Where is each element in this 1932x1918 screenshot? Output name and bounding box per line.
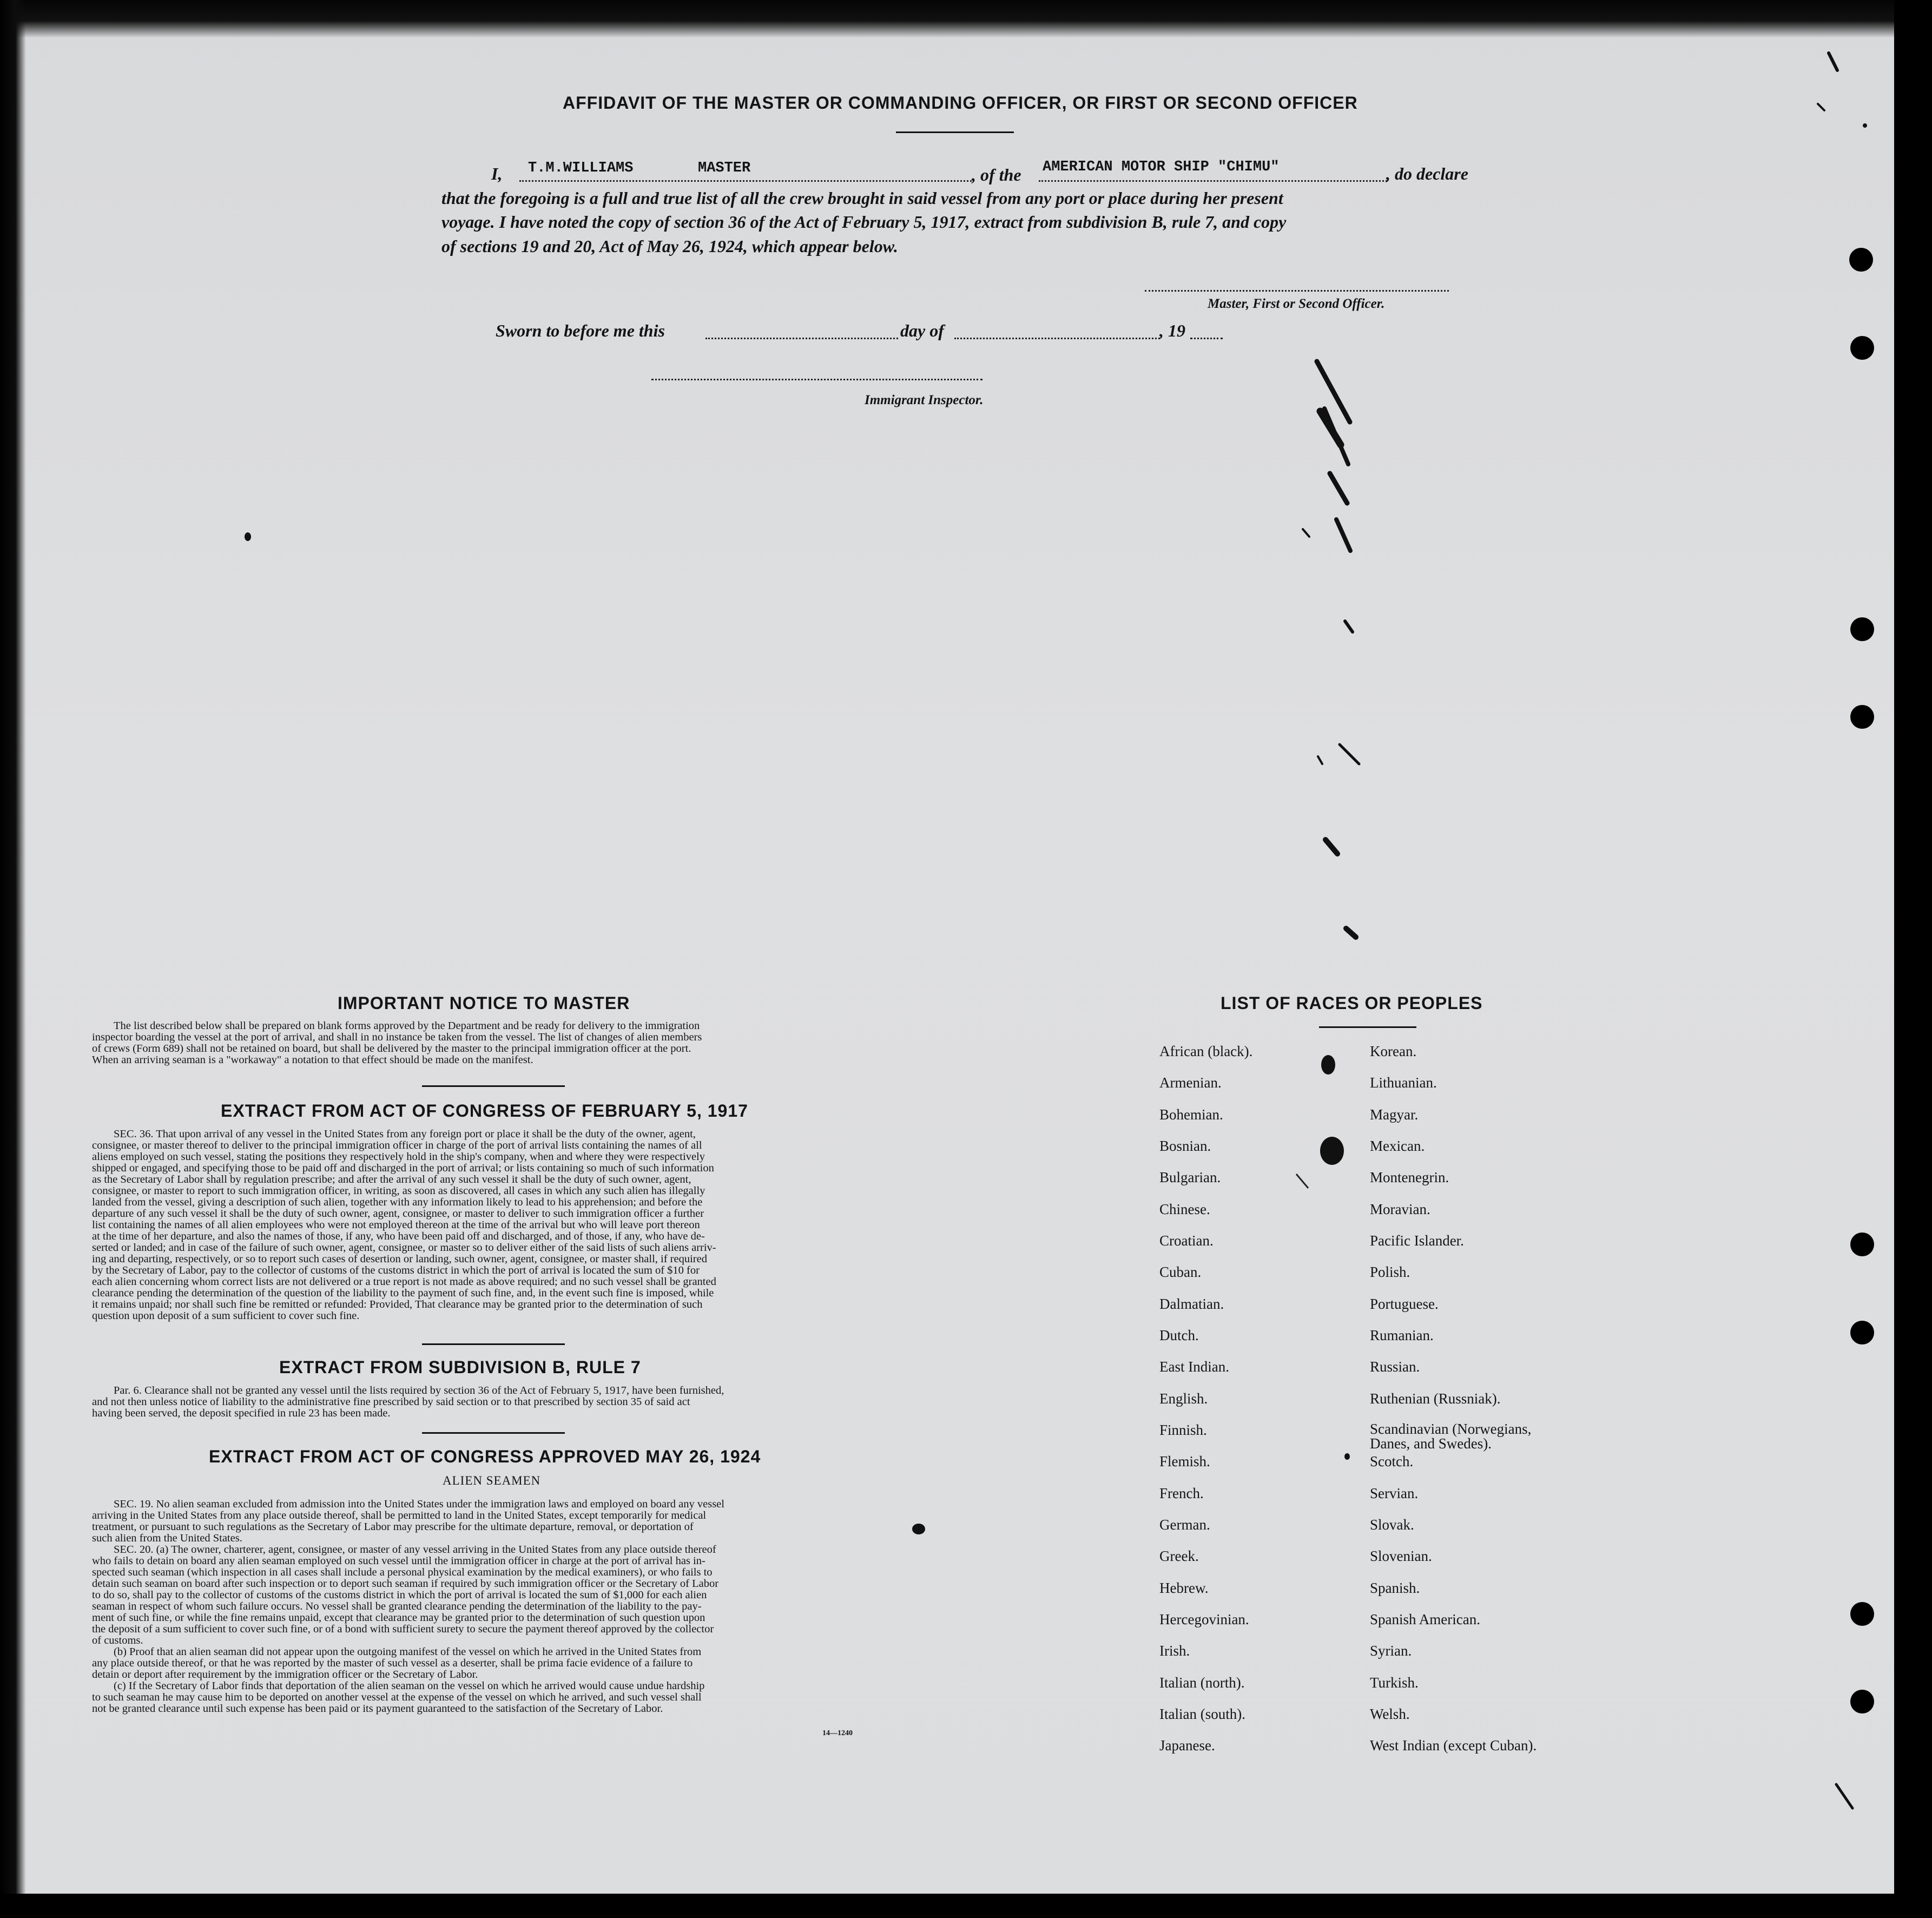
race-item: Bohemian. (1159, 1106, 1223, 1123)
extract-1924-line: any place outside thereof, or that he was reported by the master of such vessel as a deserter, shall be prima facie evidence of a failure to (92, 1657, 693, 1669)
extract-1917-divider (422, 1343, 565, 1345)
master-rank-value[interactable]: MASTER (698, 160, 751, 176)
extract-1917-line: SEC. 36. That upon arrival of any vessel in the United States from any foreign port or place it shall be the duty of the owner, agent, (114, 1128, 696, 1140)
extract-rule7-title: EXTRACT FROM SUBDIVISION B, RULE 7 (279, 1357, 641, 1377)
affidavit-title-rule (896, 131, 1014, 133)
extract-1917-line: aliens employed on such vessel, stating the positions they respectively hold in the ship's company, when and where they were respectively (92, 1151, 705, 1163)
sworn-month-line[interactable] (954, 338, 1160, 339)
sworn-year-line[interactable] (1190, 338, 1223, 339)
race-item: Italian (north). (1159, 1675, 1245, 1691)
extract-1924-line: seaman in respect of whom such failure occurs. No vessel shall be granted clearance pending the determination of the liability to the pay- (92, 1600, 702, 1612)
race-item: Russian. (1370, 1359, 1420, 1375)
extract-1917-line: landed from the vessel, giving a description of such alien, together with any information likely to lead to his apprehension; and before the (92, 1196, 703, 1208)
extract-1924-line: the deposit of a sum sufficient to cover such fine, or of a bond with sufficient surety to secure the payment thereof approved by the collector (92, 1623, 714, 1635)
race-item: Croatian. (1159, 1232, 1214, 1249)
extract-1917-line: clearance pending the determination of the question of the liability to the payment of such fine, and, in the event such fine is imposed, while (92, 1287, 714, 1299)
race-item: English. (1159, 1390, 1208, 1407)
race-item: Welsh. (1370, 1706, 1410, 1722)
extract-1924-line: who fails to detain on board any alien seaman employed on such vessel until the immigration officer in charge at the port of arrival has in- (92, 1555, 705, 1567)
extract-1917-line: departure of any such vessel it shall be the duty of such owner, agent, consignee, or master to deliver to such immigration officer a further (92, 1208, 704, 1220)
notice-line: of crews (Form 689) shall not be retained on board, but shall be delivered by the master to the principal immigration officer at the port. (92, 1043, 691, 1054)
race-item: Mexican. (1370, 1138, 1425, 1154)
race-item: Irish. (1159, 1643, 1190, 1659)
notice-text (92, 1020, 894, 1066)
extract-1924-line: to do so, shall pay to the collector of customs of the customs district in which the port of arrival is located the sum of $1,000 for each alien (92, 1589, 707, 1601)
race-item: East Indian. (1159, 1359, 1229, 1375)
extract-1917-line: serted or landed; and in case of the failure of such owner, agent, consignee, or master so to deliver either of the said lists of such aliens arriv- (92, 1242, 716, 1254)
master-name-line (519, 180, 972, 182)
race-item: Magyar. (1370, 1106, 1419, 1123)
sworn-day-line[interactable] (705, 338, 898, 339)
extract-1917-line: as the Secretary of Labor shall by regulation prescribe; and after the arrival of any such vessel it shall be the duty of such owner, agent, (92, 1174, 691, 1185)
race-item: Servian. (1370, 1485, 1419, 1501)
extract-1917-line: by the Secretary of Labor, pay to the collector of customs of the customs district in which the port of arrival is located the sum of $10 for (92, 1264, 700, 1276)
extract-1924-subtitle: ALIEN SEAMEN (443, 1474, 541, 1487)
affidavit-line-3: voyage. I have noted the copy of section 36 of the Act of February 5, 1917, extract from subdivision B, rule 7, and copy (441, 212, 1287, 232)
race-item: Pacific Islander. (1370, 1232, 1464, 1249)
inspector-signature-line[interactable] (651, 379, 983, 380)
race-item: Portuguese. (1370, 1296, 1439, 1312)
affidavit-title: AFFIDAVIT OF THE MASTER OR COMMANDING OFFICER, OR FIRST OR SECOND OFFICER (563, 93, 1358, 113)
race-item: Montenegrin. (1370, 1169, 1449, 1185)
notice-line: The list described below shall be prepared on blank forms approved by the Department and be ready for delivery to the immigration (114, 1020, 700, 1032)
race-item: Bulgarian. (1159, 1169, 1221, 1185)
race-item: Lithuanian. (1370, 1075, 1437, 1091)
day-of-label: day of (900, 321, 944, 340)
notice-title: IMPORTANT NOTICE TO MASTER (338, 993, 630, 1013)
race-item: Spanish American. (1370, 1611, 1480, 1627)
race-item: Polish. (1370, 1264, 1410, 1280)
extract-1924-line: not be granted clearance until such expense has been paid or its payment guaranteed to the satisfaction of the Secretary of Labor. (92, 1703, 663, 1715)
signature-caption: Master, First or Second Officer. (1208, 296, 1385, 311)
race-item: Scotch. (1370, 1453, 1414, 1469)
of-the-label: , of the (972, 165, 1021, 184)
extract-1917-line: ing and departing, respectively, or so to report such cases of desertion or landing, such owner, agent, consignee, or master shall, if required (92, 1253, 707, 1265)
race-item: Japanese. (1159, 1737, 1215, 1754)
race-item: Moravian. (1370, 1201, 1430, 1217)
race-item: Slovenian. (1370, 1548, 1432, 1564)
race-item: Ruthenian (Russniak). (1370, 1390, 1501, 1407)
races-title-rule (1319, 1026, 1416, 1028)
extract-1917-line: shipped or engaged, and specifying those to be paid off and discharged in the port of arrival; or lists containing so much of such information (92, 1162, 714, 1174)
sworn-label: Sworn to before me this (496, 321, 665, 340)
extract-1924-line: SEC. 19. No alien seaman excluded from admission into the United States under the immigration laws and employed on board any vessel (114, 1498, 724, 1510)
race-item: Spanish. (1370, 1580, 1420, 1596)
extract-1917-text (92, 1129, 894, 1322)
affidavit-i-label: I, (491, 164, 503, 183)
do-declare-label: , do declare (1386, 164, 1468, 183)
extract-rule7-line: Par. 6. Clearance shall not be granted any vessel until the lists required by section 36 of the Act of February 5, 1917, have been furnished, (114, 1385, 724, 1396)
extract-rule7-line: and not then unless notice of liability to the administrative fine prescribed by said section or to that prescribed by section 35 of said act (92, 1396, 690, 1408)
extract-1924-line: such alien from the United States. (92, 1532, 242, 1544)
race-item: Italian (south). (1159, 1706, 1245, 1722)
extract-1924-line: (c) If the Secretary of Labor finds that deportation of the alien seaman on the vessel on which he arrived would cause undue hardship (114, 1680, 705, 1692)
extract-1924-line: to such seaman he may cause him to be deported on another vessel at the expense of the vessel on which he arrived, and such vessel shall (92, 1691, 702, 1703)
extract-1924-line: detain or deport after requirement by the immigration officer or the Secretary of Labor. (92, 1669, 478, 1680)
race-item: German. (1159, 1517, 1210, 1533)
race-item: Cuban. (1159, 1264, 1202, 1280)
race-item: African (black). (1159, 1043, 1253, 1059)
race-item: Dutch. (1159, 1327, 1199, 1343)
race-item: Scandinavian (Norwegians, Danes, and Swedes). (1370, 1421, 1532, 1452)
year-label: , 19 (1159, 321, 1185, 340)
race-item: Turkish. (1370, 1675, 1419, 1691)
race-item: Dalmatian. (1159, 1296, 1224, 1312)
extract-1924-line: treatment, or pursuant to such regulations as the Secretary of Labor may prescribe for the ultimate departure, removal, or deportation of (92, 1521, 694, 1533)
extract-rule7-line: having been served, the deposit specified in rule 23 has been made. (92, 1407, 391, 1419)
extract-1924-line: arriving in the United States from any place outside thereof, shall be permitted to land in the United States, except temporarily for medical (92, 1510, 707, 1521)
extract-1924-line: detain such seaman on board after such inspection or to deport such seaman if required by such immigration officer or the Secretary of Labor (92, 1578, 719, 1590)
extract-1917-line: each alien concerning whom correct lists are not delivered or a true report is not made as above required; and no such vessel shall be granted (92, 1276, 716, 1288)
inspector-caption: Immigrant Inspector. (865, 393, 984, 407)
extract-1924-line: spected such seaman (which inspection in all cases shall include a personal physical examination by the medical examiners), or who fails to (92, 1566, 713, 1578)
extract-1924-title: EXTRACT FROM ACT OF CONGRESS APPROVED MAY 26, 1924 (209, 1447, 761, 1466)
race-item: Hebrew. (1159, 1580, 1209, 1596)
race-item: Slovak. (1370, 1517, 1414, 1533)
extract-rule7-text (92, 1385, 894, 1419)
race-item: Chinese. (1159, 1201, 1210, 1217)
race-item: Armenian. (1159, 1075, 1222, 1091)
notice-line: When an arriving seaman is a "workaway" a notation to that effect should be made on the manifest. (92, 1054, 533, 1066)
race-item: Greek. (1159, 1548, 1199, 1564)
extract-1917-line: consignee, or master to report to such immigration officer, in writing, as soon as discovered, all cases in which any such alien has illegally (92, 1185, 705, 1197)
extract-1917-line: consignee, or master thereof to deliver to the principal immigration officer in charge of the port of arrival lists containing the names of all (92, 1139, 702, 1151)
extract-1917-line: list containing the names of all alien employees who were not employed thereon at the time of the arrival but who will leave port thereon (92, 1219, 700, 1231)
vessel-name-value[interactable]: AMERICAN MOTOR SHIP "CHIMU" (1043, 159, 1280, 175)
affidavit-line-2: that the foregoing is a full and true list of all the crew brought in said vessel from any port or place during her present (441, 188, 1283, 208)
extract-1924-text (92, 1499, 894, 1715)
notice-line: inspector boarding the vessel at the port of arrival, and shall in no instance be taken from the vessel. The list of changes of alien members (92, 1031, 702, 1043)
race-item: Flemish. (1159, 1453, 1210, 1469)
affidavit-line-4: of sections 19 and 20, Act of May 26, 1924, which appear below. (441, 236, 898, 256)
race-item: French. (1159, 1485, 1204, 1501)
race-item: Korean. (1370, 1043, 1417, 1059)
signature-line[interactable] (1145, 290, 1449, 292)
extract-1917-line: it remains unpaid; nor shall such fine be remitted or refunded: Provided, That clearance may be granted prior to the determination of such (92, 1299, 703, 1310)
extract-1917-line: at the time of her departure, and also the names of those, if any, who have been paid off and discharged, and of those, if any, who have de- (92, 1230, 705, 1242)
notice-divider (422, 1085, 565, 1087)
extract-1924-line: ment of such fine, or while the fine remains unpaid, except that clearance may be granted prior to the determination of such question upon (92, 1612, 705, 1624)
race-item: West Indian (except Cuban). (1370, 1737, 1537, 1754)
master-name-value[interactable]: T.M.WILLIAMS (528, 160, 634, 176)
extract-1924-line: SEC. 20. (a) The owner, charterer, agent, consignee, or master of any vessel arriving in the United States from any place outside thereof (114, 1544, 716, 1556)
form-number: 14—1240 (822, 1729, 853, 1737)
extract-1924-line: of customs. (92, 1634, 143, 1646)
races-title: LIST OF RACES OR PEOPLES (1221, 993, 1483, 1013)
extract-1924-line: (b) Proof that an alien seaman did not appear upon the outgoing manifest of the vessel on which he arrived in the United States from (114, 1646, 702, 1658)
race-item: Finnish. (1159, 1422, 1207, 1438)
vessel-name-line (1039, 180, 1387, 182)
extract-1917-title: EXTRACT FROM ACT OF CONGRESS OF FEBRUARY 5, 1917 (221, 1101, 748, 1121)
race-item: Syrian. (1370, 1643, 1412, 1659)
extract-1917-line: question upon deposit of a sum sufficient to cover such fine. (92, 1310, 360, 1322)
race-item: Bosnian. (1159, 1138, 1211, 1154)
extract-rule7-divider (422, 1432, 565, 1434)
race-item: Hercegovinian. (1159, 1611, 1249, 1627)
race-item: Rumanian. (1370, 1327, 1434, 1343)
